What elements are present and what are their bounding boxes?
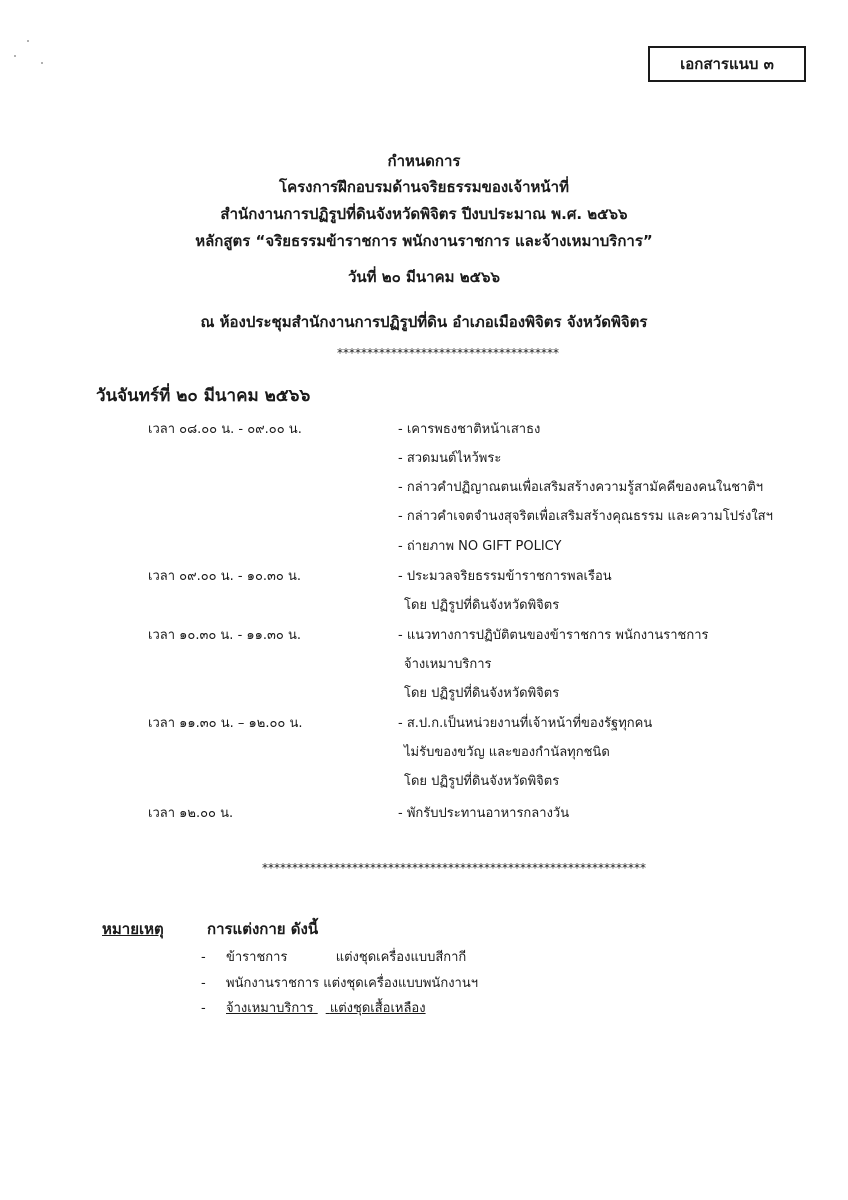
project-title: โครงการฝึกอบรมด้านจริยธรรมของเจ้าหน้าที่ <box>279 178 569 196</box>
slot-speaker: โดย ปฏิรูปที่ดินจังหวัดพิจิตร <box>404 774 560 789</box>
dress-group: ข้าราชการ <box>226 950 288 965</box>
dress-attire: แต่งชุดเครื่องแบบสีกากี <box>335 950 467 965</box>
attachment-label: เอกสารแนบ ๓ <box>648 46 806 82</box>
slot-item: - กล่าวคำเจตจำนงสุจริตเพื่อเสริมสร้างคุณธรรม และความโปร่งใสฯ <box>398 509 773 524</box>
dress-attire: แต่งชุดเครื่องแบบพนักงานฯ <box>323 976 479 991</box>
scan-speck <box>14 55 16 57</box>
slot-item: - ประมวลจริยธรรมข้าราชการพลเรือน <box>398 569 612 584</box>
slot-time: เวลา ๑๒.๐๐ น. <box>148 806 234 821</box>
bullet-dash: - <box>201 1001 206 1016</box>
event-date: วันที่ ๒๐ มีนาคม ๒๕๖๖ <box>347 268 501 286</box>
dress-row <box>226 948 466 968</box>
slot-time: เวลา ๐๘.๐๐ น. - ๐๙.๐๐ น. <box>148 422 302 437</box>
scan-speck <box>41 62 43 64</box>
bullet-dash: - <box>201 976 206 991</box>
slot-item: - พักรับประทานอาหารกลางวัน <box>398 806 570 821</box>
slot-speaker: โดย ปฏิรูปที่ดินจังหวัดพิจิตร <box>404 686 560 701</box>
note-title: การแต่งกาย ดังนี้ <box>207 920 319 938</box>
day-heading: วันจันทร์ที่ ๒๐ มีนาคม ๒๕๖๖ <box>96 386 311 406</box>
slot-item: - เคารพธงชาติหน้าเสาธง <box>398 422 541 437</box>
event-venue: ณ ห้องประชุมสำนักงานการปฏิรูปที่ดิน อำเภอเมืองพิจิตร จังหวัดพิจิตร <box>200 313 648 331</box>
slot-item-cont: จ้างเหมาบริการ <box>404 657 492 672</box>
slot-time: เวลา ๑๐.๓๐ น. - ๑๑.๓๐ น. <box>148 628 301 643</box>
scan-speck <box>27 40 29 42</box>
slot-item: - สวดมนต์ไหว้พระ <box>398 451 502 466</box>
slot-time: เวลา ๐๙.๐๐ น. - ๑๐.๓๐ น. <box>148 569 301 584</box>
dress-row <box>226 974 478 994</box>
slot-item-cont: ไม่รับของขวัญ และของกำนัลทุกชนิด <box>404 745 610 760</box>
slot-item: - แนวทางการปฏิบัติตนของข้าราชการ พนักงานราชการ <box>398 628 709 643</box>
course-title: หลักสูตร “จริยธรรมข้าราชการ พนักงานราชการ และจ้างเหมาบริการ” <box>195 232 653 250</box>
slot-item: - กล่าวคำปฏิญาณตนเพื่อเสริมสร้างความรู้สามัคคีของคนในชาติฯ <box>398 480 764 495</box>
dress-row <box>226 999 426 1019</box>
slot-item: - ส.ป.ก.เป็นหน่วยงานที่เจ้าหน้าที่ของรัฐทุกคน <box>398 716 653 731</box>
slot-speaker: โดย ปฏิรูปที่ดินจังหวัดพิจิตร <box>404 598 560 613</box>
separator-short: ************************************* <box>337 346 559 360</box>
office-line: สำนักงานการปฏิรูปที่ดินจังหวัดพิจิตร ปีงบประมาณ พ.ศ. ๒๕๖๖ <box>220 205 628 223</box>
bullet-dash: - <box>201 950 206 965</box>
dress-attire: แต่งชุดเสื้อเหลือง <box>329 1001 426 1016</box>
slot-time: เวลา ๑๑.๓๐ น. – ๑๒.๐๐ น. <box>148 716 303 731</box>
separator-long: **************************************************************** <box>262 861 646 875</box>
dress-group: พนักงานราชการ <box>226 976 320 991</box>
note-label: หมายเหตุ <box>102 920 164 938</box>
slot-item: - ถ่ายภาพ NO GIFT POLICY <box>398 539 562 554</box>
dress-group: จ้างเหมาบริการ <box>226 1001 314 1016</box>
document-heading: กำหนดการ <box>387 152 461 170</box>
